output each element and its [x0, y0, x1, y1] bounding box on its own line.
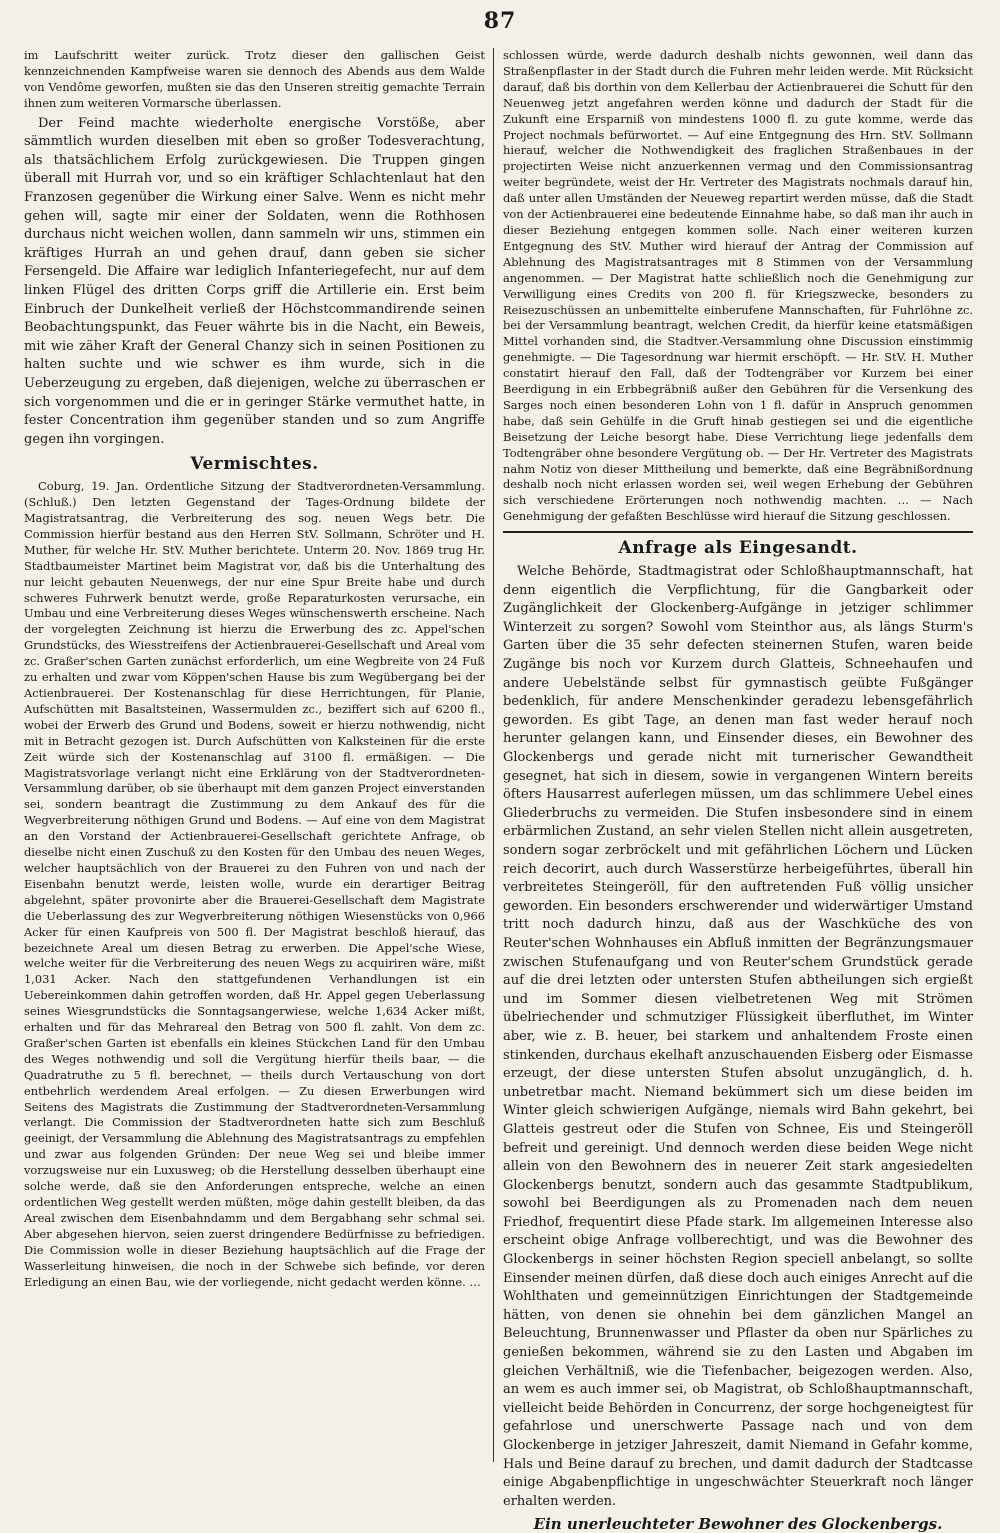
- section-heading-vermischtes: Vermischtes.: [190, 454, 319, 475]
- inquiry-paragraph: Welche Behörde, Stadtmagistrat oder Schloßhauptmannschaft, hat denn eigentlich die Verpflichtung, für die Gangbarkeit oder Zugänglichkeit der Glockenberg-Aufgänge in jetziger schlimmer Winterzeit zu sorgen? Sowohl vom Steinthor aus, als längs Sturm's Garten über die 35 sehr defecten steinernen Stufen, waren beide Zugänge bis noch vor Kurzem durch Glatteis, Schneehaufen und andere Uebelstände selbst für gymnastisch geübte Fußgänger bedenklich, für andere Menschenkinder geradezu lebensgefährlich geworden. Es gibt Tage, an denen man fast weder herauf noch herunter gelangen kann, und Einsender dieses, ein Bewohner des Glockenbergs und gerade nicht mit turnerischer Gewandtheit gesegnet, hat sich in diesem, sowie in vergangenen Wintern bereits öfters Hausarrest auferlegen müssen, um das schlimmere Uebel eines Gliederbruchs zu vermeiden. Die Stufen insbesondere sind in einem erbärmlichen Zustand, an sehr vielen Stellen nicht allein ausgetreten, sondern sogar zerbröckelt und mit gefährlichen Löchern und Lücken reich decorirt, auch durch Wasserstürze herbeigeführtes, überall hin verbreitetes Steingeröll, für den auftretenden Fuß völlig unsicher geworden. Ein besonders erschwerender und widerwärtiger Umstand tritt noch dadurch hinzu, daß aus der Waschküche des von Reuter'schen Wohnhauses ein Abfluß inmitten der Begränzungsmauer zwischen Stufenaufgang und von Reuter'schem Grundstück gerade auf die drei letzten oder untersten Stufen abtheilungen sich ergießt und im Sommer diesen vielbetretenen Weg mit Strömen übelriechender und schmutziger Flüssigkeit überfluthet, im Winter aber, wie z. B. heuer, bei starkem und anhaltendem Froste einen stinkenden, durchaus ekelhaft anzuschauenden Eisberg oder Eismasse erzeugt, der diese untersten Stufen absolut unzugänglich, d. h. unbetretbar macht. Niemand bekümmert sich um diese beiden im Winter gleich schwierigen Aufgänge, niemals wird Bahn gekehrt, bei Glatteis gestreut oder die Stufen von Schnee, Eis und Steingeröll befreit und gereinigt. Und dennoch werden diese beiden Wege nicht allein von den Bewohnern des in neuerer Zeit stark angesiedelten Glockenbergs benutzt, sondern auch das gesammte Stadtpublikum, sowohl bei Beerdigungen als zu Promenaden nach dem neuen Friedhof, frequentirt diese Pfade stark. Im allgemeinen Interesse also erscheint obige Anfrage vollberechtigt, und was die Bewohner des Glockenbergs in seiner höchsten Region speciell anbelangt, so sollte Einsender meinen dürfen, daß diese doch auch einiges Anrecht auf die Wohlthaten und gemeinnützigen Einrichtungen der Stadtgemeinde hätten, von denen sie ohnehin bei dem gänzlichen Mangel an Beleuchtung, Brunnenwasser und Pflaster da oben nur Spärliches zu genießen bekommen, während sie zu den Lasten und Abgaben im gleichen Verhältniß, wie die Tiefenbacher, beigezogen werden. Also, an wem es auch immer sei, ob Magistrat, ob Schloßhauptmannschaft, vielleicht beide Behörden in Concurrenz, der sorge hochgeneigtest für gefahrlose und unerschwerte Passage nach und von dem Glockenberge in jetziger Jahreszeit, damit Niemand in Gefahr komme, Hals und Beine darauf zu brechen, und damit dadurch der Stadtcasse einige Abgabenpflichtige in ungeschwächter Steuerkraft noch länger erhalten werden.: [503, 564, 973, 1509]
- intro-paragraph-1: im Laufschritt weiter zurück. Trotz dieser den gallischen Geist kennzeichnenden Kampfweise waren sie dennoch des Abends aus dem Walde von Vendôme geworfen, mußten sie das den Unseren streitig gemachte Terrain ihnen zum weiteren Vormarsche überlassen.: [24, 48, 485, 110]
- intro-paragraph-2: Der Feind machte wiederholte energische Vorstöße, aber sämmtlich wurden dieselben mit eben so großer Todesverachtung, als thatsächlichem Erfolg zurückgewiesen. Die Truppen gingen überall mit Hurrah vor, und so ein kräftiger Schlachtenlaut hat den Franzosen gegenüber die Wirkung einer Salve. Wenn es nicht mehr gehen will, sagte mir einer der Soldaten, wenn die Rothhosen durchaus nicht weichen wollen, dann sammeln wir uns, stimmen ein kräftiges Hurrah an und gehen drauf, dann geben sie sicher Fersengeld. Die Affaire war lediglich Infanteriegefecht, nur auf dem linken Flügel des dritten Corps griff die Artillerie ein. Erst beim Einbruch der Dunkelheit verließ der Höchstcommandirende seinen Beobachtungspunkt, das Feuer währte bis in die Nacht, ein Beweis, mit wie zäher Kraft der General Chanzy sich in seinen Positionen zu halten suchte und wie schwer es ihm wurde, sich in die Ueberzeugung zu ergeben, daß diejenigen, welche zu überraschen er sich vorgenommen und die er in geringer Stärke vermuthet hatte, in fester Concentration ihm gegenüber standen und so zum Angriffe gegen ihn vorgingen.: [24, 115, 485, 447]
- section-divider: [503, 531, 973, 533]
- column-divider: [493, 48, 494, 1462]
- section-heading-anfrage: Anfrage als Eingesandt.: [618, 538, 858, 559]
- left-column: [24, 48, 485, 1466]
- continuation-paragraph: schlossen würde, werde dadurch deshalb nichts gewonnen, weil dann das Straßenpflaster in der Stadt durch die Fuhren mehr leiden werde. Mit Rücksicht darauf, daß bis dorthin von dem Kellerbau der Actienbrauerei die Schutt für den Neuenweg jetzt angefahren werden könne und dadurch der Stadt für die Zukunft eine Ersparniß von mindestens 1000 fl. zu gute komme, werde das Project nochmals befürwortet. — Auf eine Entgegnung des Hrn. StV. Sollmann hierauf, welcher die Nothwendigkeit des fraglichen Straßenbaues in der projectirten Weise nicht anzuerkennen vermag und den Commissionsantrag weiter begründete, weist der Hr. Vertreter des Magistrats nochmals darauf hin, daß unter allen Umständen der Neueweg repartirt werden müsse, daß die Stadt von der Actienbrauerei eine bedeutende Einnahme habe, so daß man ihr auch in dieser Beziehung entgegen kommen solle. Nach einer weiteren kurzen Entgegnung des StV. Muther wird hierauf der Antrag der Commission auf Ablehnung des Magistratsantrages mit 8 Stimmen von der Versammlung angenommen. — Der Magistrat hatte schließlich noch die Genehmigung zur Verwilligung eines Credits von 200 fl. für Kriegszwecke, besonders zu Reisezuschüssen an unbemittelte einberufene Mannschaften, für Fuhrlöhne zc. bei der Versammlung beantragt, welchen Credit, da hierfür keine etatsmäßigen Mittel vorhanden sind, die Stadtver.-Versammlung ohne Discussion einstimmig genehmigte. — Die Tagesordnung war hiermit erschöpft. — Hr. StV. H. Muther constatirt hierauf den Fall, daß der Todtengräber vor Kurzem bei einer Beerdigung in ein Erbbegräbniß außer den Gebühren für die Versenkung des Sarges noch einen besonderen Lohn von 1 fl. dafür in Anspruch genommen habe, daß sein Gehülfe in die Gruft hinab gestiegen sei und die eigentliche Beisetzung der Leiche besorgt habe. Diese Verrichtung liege jedenfalls dem Todtengräber ohne besondere Vergütung ob. — Der Hr. Vertreter des Magistrats nahm Notiz von dieser Mittheilung und bemerkte, daß eine Begräbnißordnung deshalb noch nicht erlassen worden sei, weil wegen Erhebung der Gebühren sich verschiedene Erörterungen noch nothwendig machten. … — Nach Genehmigung der gefaßten Beschlüsse wird hierauf die Sitzung geschlossen.: [503, 48, 973, 524]
- right-column: [503, 48, 973, 1533]
- page-number: 87: [483, 8, 517, 34]
- signature: Ein unerleuchteter Bewohner des Glockenbergs.: [533, 1515, 943, 1533]
- news-paragraph-coburg: Coburg, 19. Jan. Ordentliche Sitzung der Stadtverordneten-Versammlung. (Schluß.) Den letzten Gegenstand der Tages-Ordnung bildete der Magistratsantrag, die Verbreiterung des sog. neuen Wegs betr. Die Commission hierfür bestand aus den Herren StV. Sollmann, Schröter und H. Muther, für welche Hr. StV. Muther berichtete. Unterm 20. Nov. 1869 trug Hr. Stadtbaumeister Martinet beim Magistrat vor, daß bis die Unterhaltung des nur leicht gebauten Neuenwegs, der nur eine Spur Breite habe und durch schweres Fuhrwerk benutzt werde, große Reparaturkosten verursache, ein Umbau und eine Verbreiterung dieses Weges wünschenswerth erscheine. Nach der vorgelegten Zeichnung ist hierzu die Erwerbung des zc. Appel'schen Grundstücks, des Wiesstreifens der Actienbrauerei-Gesellschaft und Areal vom zc. Graßer'schen Garten zunächst erforderlich, um eine Wegbreite von 24 Fuß zu erhalten und zwar vom Köppen'schen Hause bis zum Wegübergang bei der Actienbrauerei. Der Kostenanschlag für diese Herrichtungen, für Planie, Aufschütten mit Basaltsteinen, Wassermulden zc., beziffert sich auf 6200 fl., wobei der Erwerb des Grund und Bodens, soweit er hierzu nothwendig, nicht mit in Betracht gezogen ist. Durch Aufschütten von Kalksteinen für die erste Zeit würde sich der Kostenanschlag auf 3100 fl. ermäßigen. — Die Magistratsvorlage verlangt nicht eine Erklärung von der Stadtverordneten-Versammlung darüber, ob sie überhaupt mit dem ganzen Project einverstanden sei, sondern beantragt die Zustimmung zu dem Ankauf des für die Wegverbreiterung nöthigen Grund und Bodens. — Auf eine von dem Magistrat an den Vorstand der Actienbrauerei-Gesellschaft gerichtete Anfrage, ob dieselbe nicht einen Zuschuß zu den Kosten für den Umbau des neuen Weges, welcher hauptsächlich von der Brauerei zu den Fuhren von und nach der Eisenbahn benutzt werde, leisten wolle, wurde ein derartiger Beitrag abgelehnt, später provonirte aber die Brauerei-Gesellschaft dem Magistrate die Ueberlassung des zur Wegverbreiterung nöthigen Wiesenstücks von 0,966 Acker für einen Kaufpreis von 500 fl. Der Magistrat beschloß hierauf, das bezeichnete Areal um diesen Betrag zu erwerben. Die Appel'sche Wiese, welche weiter für die Verbreiterung des neuen Wegs zu acquiriren wäre, mißt 1,031 Acker. Nach den stattgefundenen Verhandlungen ist ein Uebereinkommen dahin getroffen worden, daß Hr. Appel gegen Ueberlassung seines Wiesgrundstücks die Sonntagsangerwiese, welche 1,634 Acker mißt, erhalten und für das Mehrareal den Betrag von 500 fl. zahlt. Von dem zc. Graßer'schen Garten ist ebenfalls ein kleines Stückchen Land für den Umbau des Weges nothwendig und soll die Vergütung hierfür theils baar, — die Quadratruthe zu 5 fl. berechnet, — theils durch Vertauschung von dort entbehrlich werdendem Areal erfolgen. — Zu diesen Erwerbungen wird Seitens des Magistrats die Zustimmung der Stadtverordneten-Versammlung verlangt. Die Commission der Stadtverordneten hatte sich zum Beschluß geeinigt, der Versammlung die Ablehnung des Magistratsantrags zu empfehlen und zwar aus folgenden Gründen: Der neue Weg sei und bleibe immer vorzugsweise nur ein Luxusweg; ob die Herstellung desselben überhaupt eine solche werde, daß sie den Anforderungen entspreche, welche an einen ordentlichen Weg gestellt werden müßten, möge dahin gestellt bleiben, da das Areal zwischen dem Eisenbahndamm und dem Bergabhang sehr schmal sei. Aber abgesehen hiervon, seien zuerst dringendere Bedürfnisse zu befriedigen. Die Commission wolle in dieser Beziehung hauptsächlich auf die Frage der Wasserleitung hinweisen, die noch in der Schwebe sich befinde, vor deren Erledigung an einen Bau, wie der vorliegende, nicht gedacht werden könne. …: [24, 479, 485, 1289]
